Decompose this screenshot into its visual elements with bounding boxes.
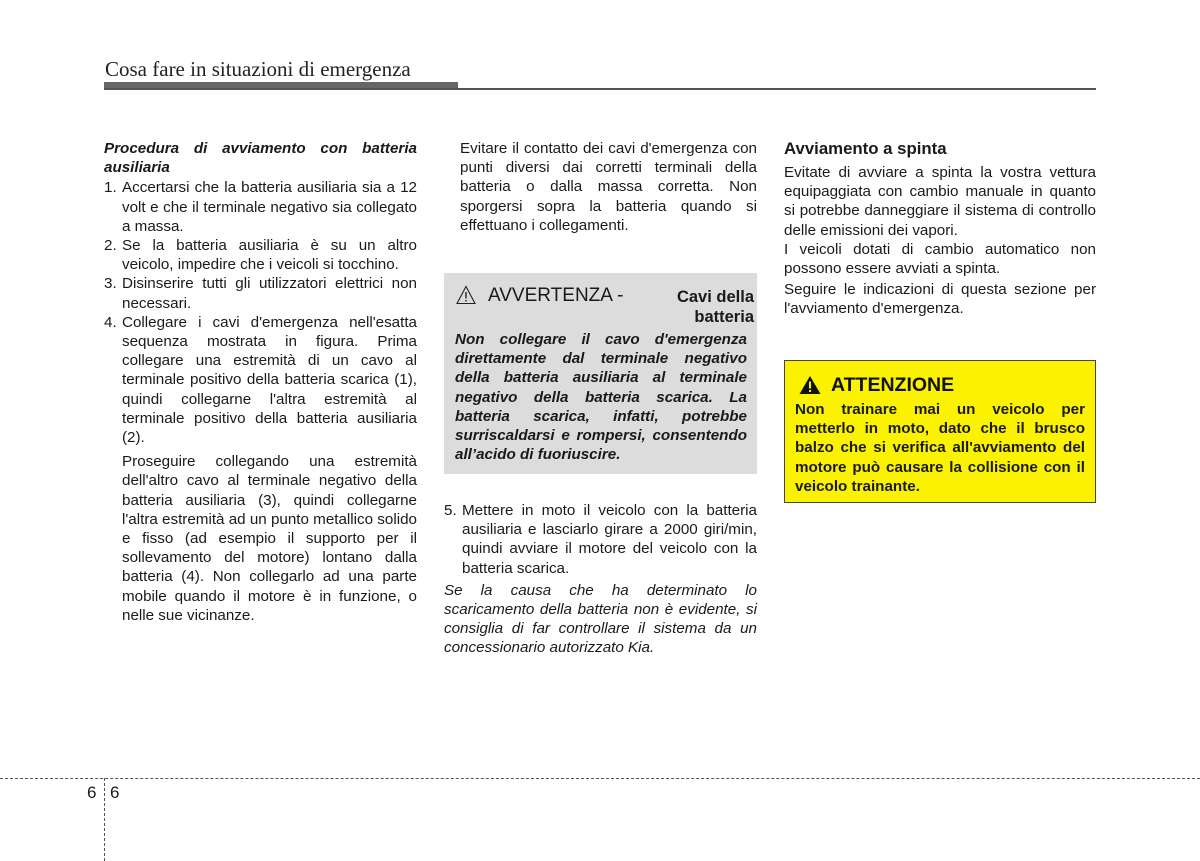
warning-title-sub [664,287,754,327]
caution-box [784,360,1096,503]
section-heading: Avviamento a spinta [784,139,947,158]
column-left [104,139,417,625]
list-item [104,274,417,312]
warning-triangle-icon [456,285,476,305]
list-item [104,313,417,447]
list-item-continuation: Proseguire collegando una estremità dell'altro cavo al terminale negativo della batteria ausiliaria (3), quindi collegarne l'altra estremità ad un punto metallico solido e fisso (ad esempio il supporto per il sollevamento del motore) lontano dalla batteria (4). Non collegarlo ad una parte mobile quando il motore è in funzione, o nelle sue vicinanze. [122,453,417,624]
list-item [104,236,417,274]
list-item-number: 5. [444,502,457,519]
list-item-number: 1. [104,179,117,197]
caution-title [799,373,954,397]
section-subheading: Procedura di avviamento con batteria ausiliaria [104,140,417,177]
page-number: 6 [110,783,120,802]
list-item-number: 3. [104,275,117,293]
paragraph: I veicoli dotati di cambio automatico non possono essere avviati a spinta. [784,240,1096,278]
list-item-text: Mettere in moto il veicolo con la batteria ausiliaria e lasciarlo girare a 2000 giri/min, quindi avviare il motore del veicolo con la batteria scarica. [462,502,757,577]
column-middle [444,139,757,235]
italic-note: Se la causa che ha determinato lo scaricamento della batteria non è evidente, si consiglia di far controllare il sistema da un concessionario autorizzato Kia. [444,581,757,657]
list-item-text: Collegare i cavi d'emergenza nell'esatta sequenza mostrata in figura. Prima collegare una estremità di un cavo al terminale positivo della batteria scarica (1), quindi collegarne l'altra estremità al terminale positivo della batteria ausiliaria (2). [122,313,417,447]
warning-box [444,273,757,474]
footer-divider [0,778,1200,779]
paragraph-continuation: Evitare il contatto dei cavi d'emergenza con punti diversi dai corretti terminali della batteria o dalla massa corretta. Non sporgersi sopra la batteria quando si effettuano i collegamenti. [460,140,757,234]
paragraph: Seguire le indicazioni di questa sezione per l'avviamento d'emergenza. [784,281,1096,318]
caution-body: Non trainare mai un veicolo per metterlo in moto, dato che il brusco balzo che si verifica all'avviamento del motore può causare la collisione con il veicolo trainante. [795,401,1085,495]
list-item-text: Disinserire tutti gli utilizzatori elettrici non necessari. [122,275,417,312]
footer-vertical-divider [104,778,105,861]
warning-body: Non collegare il cavo d'emergenza direttamente dal terminale negativo della batteria ausiliaria al terminale negativo della batteria scarica. La batteria scarica, infatti, potrebbe surriscaldarsi e rompersi, consentendo all’acido di fuoriuscire. [455,331,747,464]
warning-title-sub-line1: Cavi della [676,288,754,306]
warning-title-main: AVVERTENZA - [488,285,624,306]
caution-triangle-icon [799,375,821,395]
list-item-number: 2. [104,237,117,255]
paragraph: Evitate di avviare a spinta la vostra vettura equipaggiata con cambio manuale in quanto si potrebbe danneggiare il sistema di controllo delle emissioni dei vapori. [784,164,1096,239]
column-middle-lower [444,501,757,658]
caution-title-text: ATTENZIONE [831,373,955,396]
list-item [104,178,417,236]
page-header-title: Cosa fare in situazioni di emergenza [105,57,411,81]
warning-title-sub-line2: batteria [694,308,754,326]
column-right [784,139,1096,319]
header-rule [104,88,1096,90]
list-item-number: 4. [104,313,117,331]
list-item [444,501,757,578]
page-chapter-number: 6 [87,783,97,802]
list-item-text: Se la batteria ausiliaria è su un altro veicolo, impedire che i veicoli si tocchino. [122,237,417,274]
list-item-text: Accertarsi che la batteria ausiliaria sia a 12 volt e che il terminale negativo sia collegato a massa. [122,179,417,235]
